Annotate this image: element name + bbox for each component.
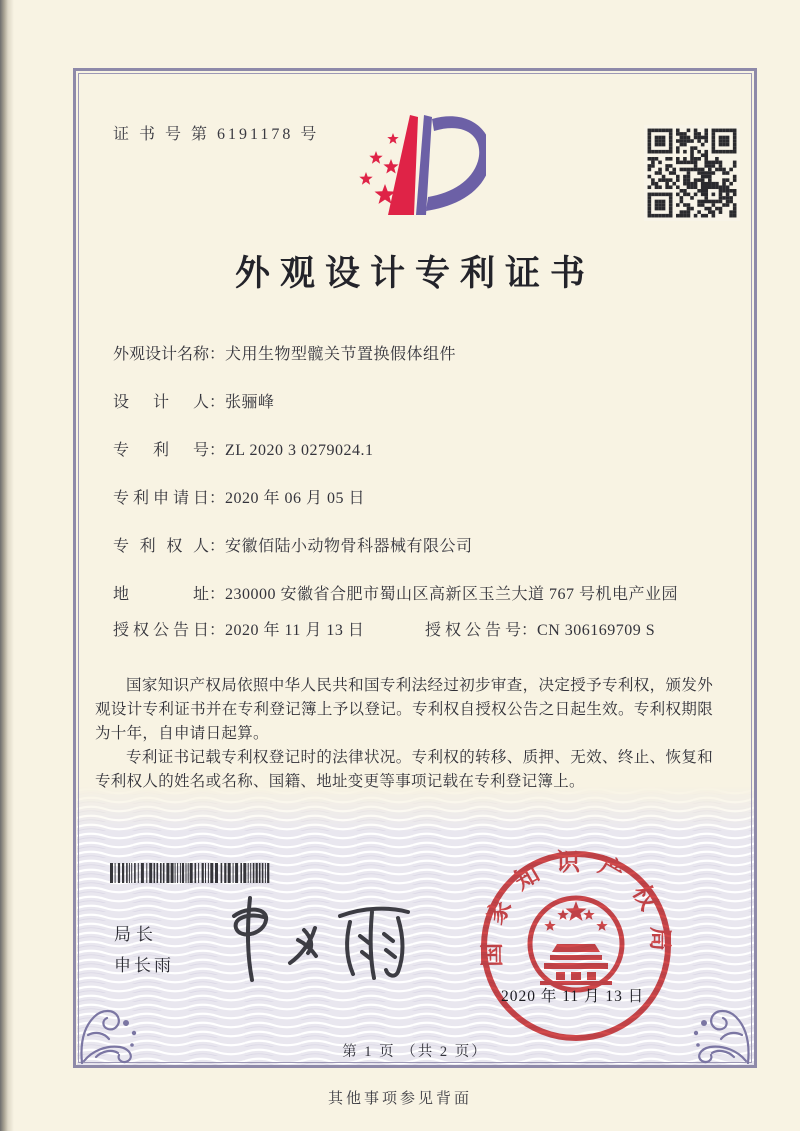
field-colon: ：	[209, 394, 226, 411]
seal-date: 2020 年 11 月 13 日	[501, 988, 645, 1005]
certificate-title: 外观设计专利证书	[234, 254, 595, 293]
field-patentee	[113, 536, 689, 558]
page-number: 第 1 页 （共 2 页）	[342, 1044, 488, 1060]
field-label: 设计人	[113, 394, 209, 411]
field-value: 犬用生物型髋关节置换假体组件	[225, 346, 457, 363]
field-colon: ：	[521, 622, 538, 639]
field-value: 230000 安徽省合肥市蜀山区高新区玉兰大道 767 号机电产业园	[225, 586, 679, 603]
qr-code	[644, 125, 740, 221]
field-colon: ：	[209, 490, 226, 507]
field-label: 授权公告日	[113, 622, 209, 639]
field-value: CN 306169709 S	[537, 622, 656, 639]
official-seal	[478, 848, 674, 1044]
field-designer	[113, 392, 689, 414]
field-label: 专利号	[113, 442, 209, 459]
field-address	[113, 584, 689, 606]
field-colon: ：	[209, 538, 226, 555]
field-patent-number	[113, 440, 689, 462]
field-label: 外观设计名称	[113, 346, 210, 363]
field-value: 2020 年 11 月 13 日	[225, 622, 365, 639]
field-application-date	[113, 488, 689, 510]
field-label: 授权公告号	[425, 622, 521, 639]
field-value: ZL 2020 3 0279024.1	[225, 442, 374, 459]
scan-edge-shadow	[0, 0, 14, 1131]
field-list	[113, 344, 689, 642]
field-colon: ：	[209, 442, 226, 459]
field-label: 地址	[113, 586, 209, 603]
grant-number-pair	[425, 620, 655, 642]
legal-paragraph-2: 专利证书记载专利权登记时的法律状况。专利权的转移、质押、无效、终止、恢复和专利权人的姓名或名称、国籍、地址变更等事项记载在专利登记簿上。	[95, 749, 713, 790]
legal-paragraph-1: 国家知识产权局依照中华人民共和国专利法经过初步审查，决定授予专利权，颁发外观设计专利证书并在专利登记簿上予以登记。专利权自授权公告之日起生效。专利权期限为十年，自申请日起算。	[95, 677, 713, 742]
seal-text: 国家知识产权局	[479, 850, 673, 968]
field-colon: ：	[209, 586, 226, 603]
grant-row	[113, 620, 689, 642]
back-side-note: 其他事项参见背面	[327, 1091, 472, 1107]
handwritten-signature	[212, 886, 448, 994]
national-emblem-icon	[530, 898, 622, 990]
field-label: 专利申请日	[113, 490, 209, 507]
field-colon: ：	[209, 622, 226, 639]
commissioner-name: 申长雨	[114, 956, 174, 975]
legal-text	[95, 674, 713, 794]
field-value: 安徽佰陆小动物骨科器械有限公司	[225, 538, 473, 555]
cnipa-logo-icon	[336, 103, 486, 237]
commissioner-title: 局长	[114, 925, 158, 944]
field-colon: ：	[209, 346, 226, 363]
certificate-number: 证 书 号 第 6191178 号	[113, 126, 320, 143]
barcode	[110, 862, 270, 884]
field-design-name	[113, 344, 689, 366]
grant-date-pair	[113, 620, 364, 642]
field-value: 张骊峰	[225, 394, 275, 411]
field-label: 专利权人	[113, 538, 209, 555]
field-value: 2020 年 06 月 05 日	[225, 490, 366, 507]
